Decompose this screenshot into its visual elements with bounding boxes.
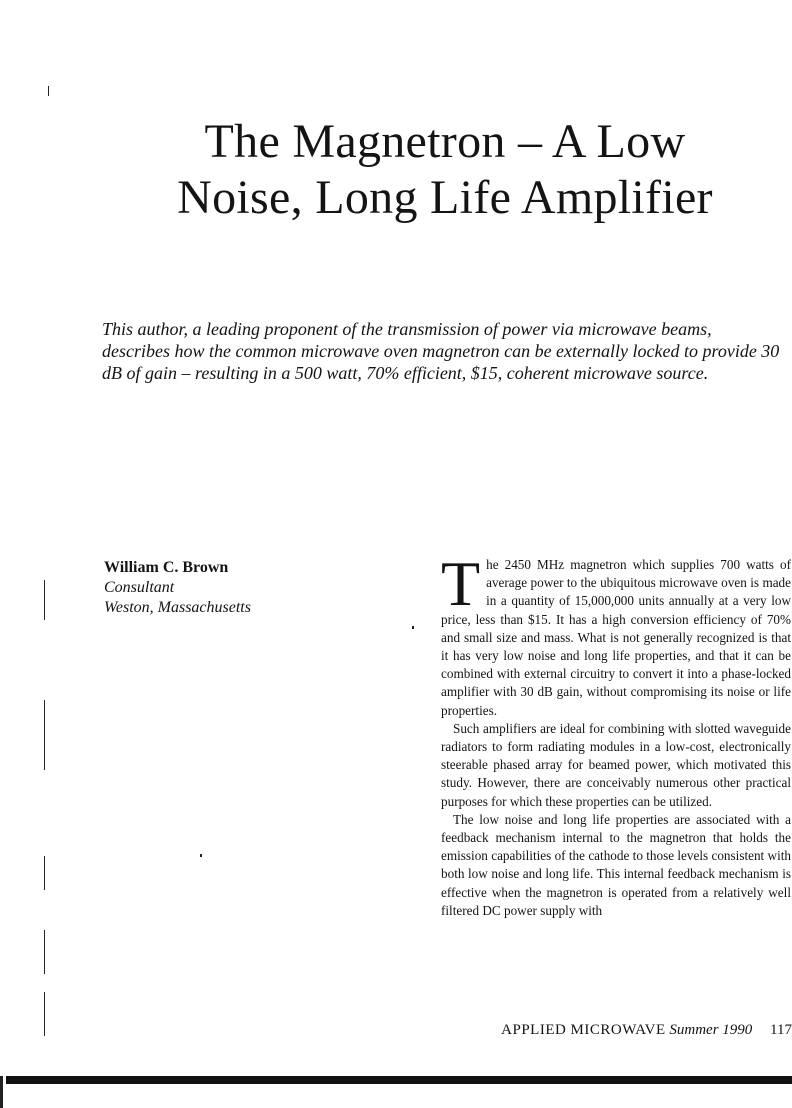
body-paragraph-1-text: he 2450 MHz magnetron which supplies 700 watts of average power to the ubiquitous microwave oven is made in a quantity of 15,000,000 units annually at a very low price, less than $15. It has a high conversion efficiency of 70% and small size and mass. What is not generally recognized is that it has very low noise and long life properties, and that it can be combined with external circuitry to convert it into a phase-locked amplifier with 30 dB gain, without compromising its noise or life properties. [441, 557, 791, 718]
author-location: Weston, Massachusetts [104, 599, 251, 616]
scan-artifact-mark [48, 86, 49, 96]
body-paragraph-3: The low noise and long life properties are associated with a feedback mechanism internal to the magnetron that holds the emission capabilities of the cathode to those levels consistent with both low noise and long life. This internal feedback mechanism is effective when the magnetron is operated from a relatively well filtered DC power supply with [441, 811, 791, 918]
author-name: William C. Brown [104, 559, 229, 576]
footer-issue: Summer 1990 [669, 1022, 753, 1038]
abstract: This author, a leading proponent of the transmission of power via microwave beams, describes how the common microwave oven magnetron can be externally locked to provide 30 dB of gain – resulting in a 500 watt, 70% efficient, $15, coherent microwave source. [102, 319, 780, 383]
scan-artifact-mark [0, 1076, 3, 1108]
scan-artifact-mark [44, 856, 45, 890]
article-title [110, 114, 780, 226]
bottom-rule [6, 1076, 792, 1084]
scan-artifact-mark [412, 626, 414, 629]
title-line-2: Noise, Long Life Amplifier [177, 171, 713, 224]
page-footer [460, 1022, 792, 1039]
drop-cap: T [441, 548, 481, 619]
footer-magazine: APPLIED MICROWAVE [501, 1022, 666, 1038]
scan-artifact-mark [44, 992, 45, 1036]
scan-artifact-mark [44, 700, 45, 770]
author-block [104, 558, 404, 618]
author-affiliation: Consultant [104, 579, 175, 596]
body-paragraph-2: Such amplifiers are ideal for combining with slotted waveguide radiators to form radiating modules in a low-cost, electronically steerable phased array for beamed power, which motivated this study. However, there are conceivably numerous other practical purposes for which these properties can be utilized. [441, 720, 791, 809]
scan-artifact-mark [44, 580, 45, 620]
body-paragraph-1 [441, 548, 791, 720]
scan-artifact-mark [200, 854, 202, 857]
title-line-1: The Magnetron – A Low [204, 115, 686, 168]
body-column [441, 548, 791, 920]
scan-artifact-mark [44, 930, 45, 974]
footer-page-number: 117 [770, 1022, 792, 1038]
